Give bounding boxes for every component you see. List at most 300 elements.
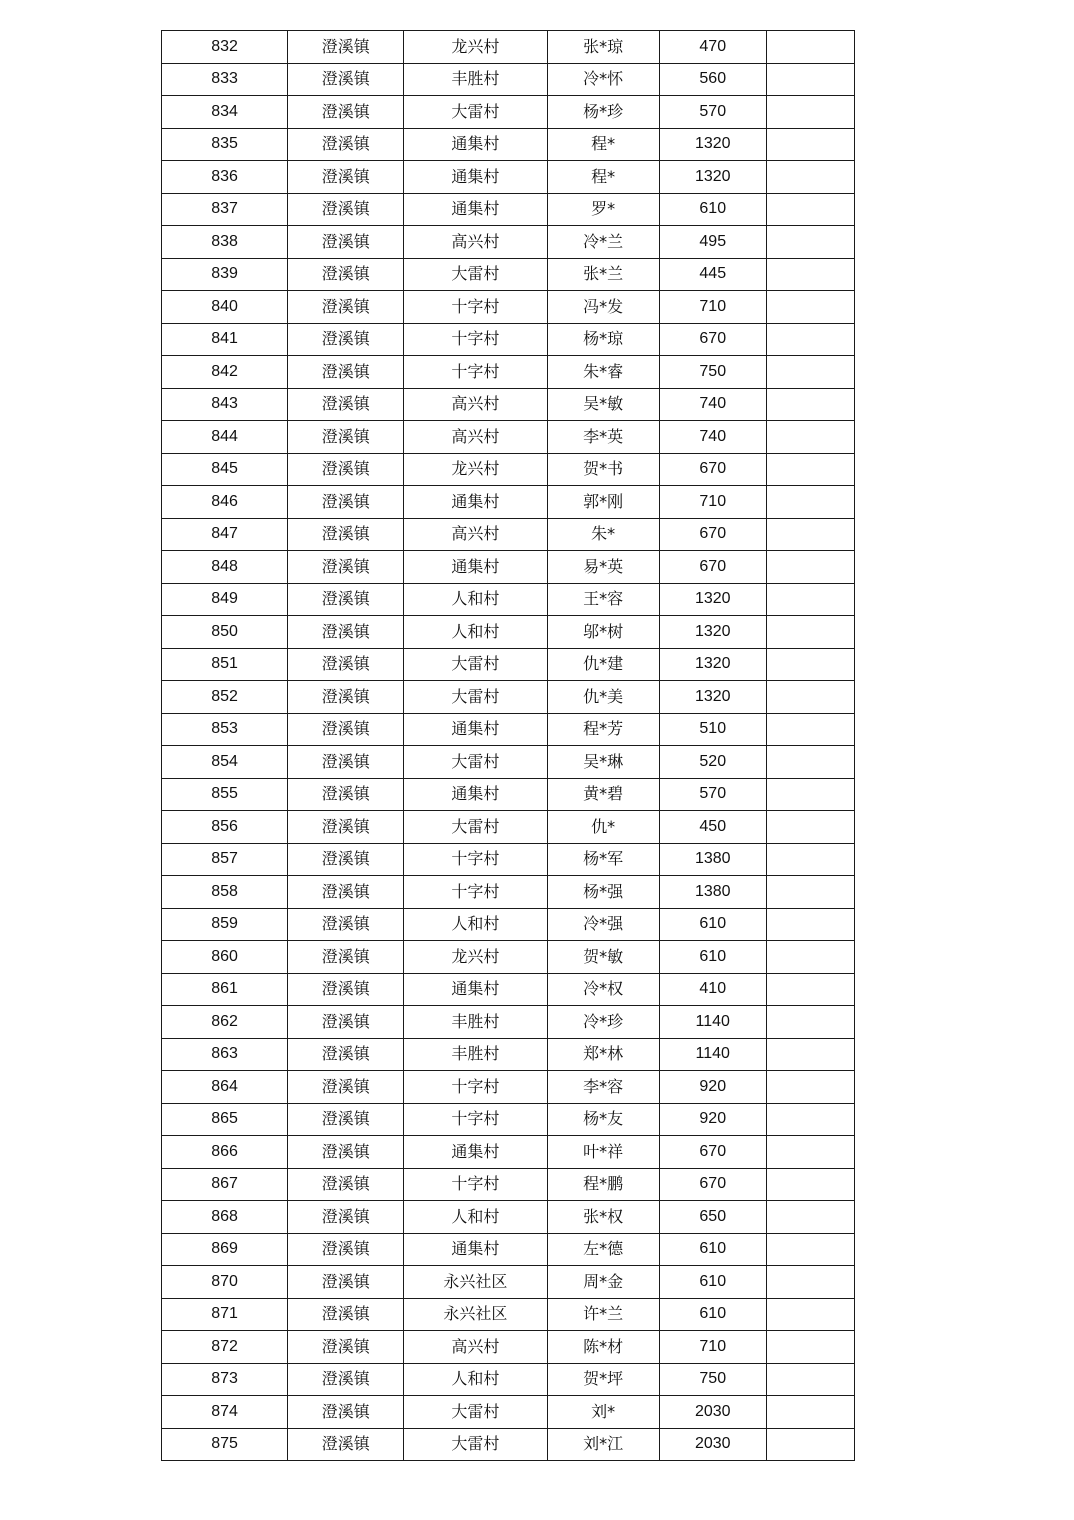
town-cell: 澄溪镇 xyxy=(288,1363,404,1396)
town-cell: 澄溪镇 xyxy=(288,31,404,64)
amount-cell: 1140 xyxy=(659,1006,766,1039)
note-cell xyxy=(766,648,854,681)
note-cell xyxy=(766,421,854,454)
table-row xyxy=(162,1363,855,1396)
note-cell xyxy=(766,96,854,129)
amount-cell: 1380 xyxy=(659,876,766,909)
table-row xyxy=(162,388,855,421)
row-number-cell: 839 xyxy=(162,258,288,291)
person-name-cell: 叶*祥 xyxy=(547,1136,659,1169)
amount-cell: 920 xyxy=(659,1103,766,1136)
person-name-cell: 杨*琼 xyxy=(547,323,659,356)
person-name-cell: 李*容 xyxy=(547,1071,659,1104)
person-name-cell: 仇* xyxy=(547,811,659,844)
village-cell: 龙兴村 xyxy=(404,453,547,486)
person-name-cell: 许*兰 xyxy=(547,1298,659,1331)
table-row xyxy=(162,616,855,649)
person-name-cell: 冷*兰 xyxy=(547,226,659,259)
row-number-cell: 842 xyxy=(162,356,288,389)
amount-cell: 1140 xyxy=(659,1038,766,1071)
table-row xyxy=(162,908,855,941)
table-row xyxy=(162,486,855,519)
person-name-cell: 罗* xyxy=(547,193,659,226)
amount-cell: 710 xyxy=(659,291,766,324)
amount-cell: 1320 xyxy=(659,616,766,649)
row-number-cell: 868 xyxy=(162,1201,288,1234)
amount-cell: 450 xyxy=(659,811,766,844)
town-cell: 澄溪镇 xyxy=(288,128,404,161)
town-cell: 澄溪镇 xyxy=(288,1331,404,1364)
town-cell: 澄溪镇 xyxy=(288,193,404,226)
amount-cell: 610 xyxy=(659,941,766,974)
person-name-cell: 刘* xyxy=(547,1396,659,1429)
amount-cell: 610 xyxy=(659,1233,766,1266)
table-row xyxy=(162,226,855,259)
row-number-cell: 849 xyxy=(162,583,288,616)
person-name-cell: 程* xyxy=(547,161,659,194)
person-name-cell: 周*金 xyxy=(547,1266,659,1299)
town-cell: 澄溪镇 xyxy=(288,1038,404,1071)
table-row xyxy=(162,681,855,714)
amount-cell: 570 xyxy=(659,96,766,129)
row-number-cell: 864 xyxy=(162,1071,288,1104)
village-cell: 人和村 xyxy=(404,583,547,616)
note-cell xyxy=(766,713,854,746)
person-name-cell: 李*英 xyxy=(547,421,659,454)
table-row xyxy=(162,96,855,129)
village-cell: 通集村 xyxy=(404,1136,547,1169)
note-cell xyxy=(766,1071,854,1104)
town-cell: 澄溪镇 xyxy=(288,161,404,194)
note-cell xyxy=(766,1103,854,1136)
town-cell: 澄溪镇 xyxy=(288,1233,404,1266)
table-row xyxy=(162,1006,855,1039)
amount-cell: 1320 xyxy=(659,648,766,681)
amount-cell: 670 xyxy=(659,1168,766,1201)
note-cell xyxy=(766,388,854,421)
person-name-cell: 左*德 xyxy=(547,1233,659,1266)
note-cell xyxy=(766,811,854,844)
town-cell: 澄溪镇 xyxy=(288,616,404,649)
note-cell xyxy=(766,973,854,1006)
village-cell: 通集村 xyxy=(404,193,547,226)
amount-cell: 670 xyxy=(659,453,766,486)
person-name-cell: 邬*树 xyxy=(547,616,659,649)
table-row xyxy=(162,648,855,681)
village-cell: 大雷村 xyxy=(404,681,547,714)
village-cell: 丰胜村 xyxy=(404,63,547,96)
amount-cell: 670 xyxy=(659,551,766,584)
amount-cell: 1320 xyxy=(659,681,766,714)
person-name-cell: 杨*友 xyxy=(547,1103,659,1136)
note-cell xyxy=(766,453,854,486)
note-cell xyxy=(766,1006,854,1039)
village-cell: 大雷村 xyxy=(404,1396,547,1429)
table-row xyxy=(162,193,855,226)
table-row xyxy=(162,973,855,1006)
table-row xyxy=(162,551,855,584)
person-name-cell: 仇*建 xyxy=(547,648,659,681)
note-cell xyxy=(766,1136,854,1169)
village-cell: 十字村 xyxy=(404,356,547,389)
person-name-cell: 吴*敏 xyxy=(547,388,659,421)
person-name-cell: 冷*怀 xyxy=(547,63,659,96)
person-name-cell: 朱*睿 xyxy=(547,356,659,389)
village-cell: 丰胜村 xyxy=(404,1006,547,1039)
village-cell: 大雷村 xyxy=(404,258,547,291)
row-number-cell: 851 xyxy=(162,648,288,681)
town-cell: 澄溪镇 xyxy=(288,908,404,941)
row-number-cell: 835 xyxy=(162,128,288,161)
note-cell xyxy=(766,941,854,974)
village-cell: 大雷村 xyxy=(404,96,547,129)
note-cell xyxy=(766,1363,854,1396)
person-name-cell: 贺*敏 xyxy=(547,941,659,974)
town-cell: 澄溪镇 xyxy=(288,291,404,324)
person-name-cell: 黄*碧 xyxy=(547,778,659,811)
row-number-cell: 856 xyxy=(162,811,288,844)
town-cell: 澄溪镇 xyxy=(288,1103,404,1136)
note-cell xyxy=(766,616,854,649)
town-cell: 澄溪镇 xyxy=(288,96,404,129)
subsidy-table xyxy=(161,30,855,1461)
table-row xyxy=(162,31,855,64)
note-cell xyxy=(766,551,854,584)
town-cell: 澄溪镇 xyxy=(288,388,404,421)
amount-cell: 410 xyxy=(659,973,766,1006)
town-cell: 澄溪镇 xyxy=(288,713,404,746)
village-cell: 十字村 xyxy=(404,876,547,909)
note-cell xyxy=(766,876,854,909)
person-name-cell: 郭*刚 xyxy=(547,486,659,519)
table-row xyxy=(162,323,855,356)
town-cell: 澄溪镇 xyxy=(288,1266,404,1299)
table-row xyxy=(162,1396,855,1429)
amount-cell: 710 xyxy=(659,486,766,519)
village-cell: 大雷村 xyxy=(404,811,547,844)
village-cell: 人和村 xyxy=(404,616,547,649)
amount-cell: 2030 xyxy=(659,1396,766,1429)
note-cell xyxy=(766,291,854,324)
town-cell: 澄溪镇 xyxy=(288,486,404,519)
row-number-cell: 865 xyxy=(162,1103,288,1136)
village-cell: 通集村 xyxy=(404,1233,547,1266)
row-number-cell: 861 xyxy=(162,973,288,1006)
table-row xyxy=(162,1428,855,1461)
row-number-cell: 848 xyxy=(162,551,288,584)
town-cell: 澄溪镇 xyxy=(288,778,404,811)
row-number-cell: 852 xyxy=(162,681,288,714)
row-number-cell: 863 xyxy=(162,1038,288,1071)
town-cell: 澄溪镇 xyxy=(288,1006,404,1039)
town-cell: 澄溪镇 xyxy=(288,583,404,616)
amount-cell: 750 xyxy=(659,356,766,389)
note-cell xyxy=(766,1168,854,1201)
town-cell: 澄溪镇 xyxy=(288,973,404,1006)
town-cell: 澄溪镇 xyxy=(288,518,404,551)
table-row xyxy=(162,1233,855,1266)
note-cell xyxy=(766,1428,854,1461)
person-name-cell: 刘*江 xyxy=(547,1428,659,1461)
row-number-cell: 872 xyxy=(162,1331,288,1364)
note-cell xyxy=(766,128,854,161)
row-number-cell: 855 xyxy=(162,778,288,811)
village-cell: 龙兴村 xyxy=(404,31,547,64)
amount-cell: 920 xyxy=(659,1071,766,1104)
table-row xyxy=(162,63,855,96)
note-cell xyxy=(766,681,854,714)
table-row xyxy=(162,356,855,389)
row-number-cell: 845 xyxy=(162,453,288,486)
note-cell xyxy=(766,1266,854,1299)
amount-cell: 750 xyxy=(659,1363,766,1396)
amount-cell: 560 xyxy=(659,63,766,96)
village-cell: 人和村 xyxy=(404,1201,547,1234)
table-row xyxy=(162,258,855,291)
row-number-cell: 847 xyxy=(162,518,288,551)
village-cell: 永兴社区 xyxy=(404,1266,547,1299)
person-name-cell: 冷*强 xyxy=(547,908,659,941)
village-cell: 通集村 xyxy=(404,551,547,584)
amount-cell: 610 xyxy=(659,1298,766,1331)
person-name-cell: 冷*珍 xyxy=(547,1006,659,1039)
person-name-cell: 程* xyxy=(547,128,659,161)
row-number-cell: 860 xyxy=(162,941,288,974)
town-cell: 澄溪镇 xyxy=(288,811,404,844)
note-cell xyxy=(766,161,854,194)
table-row xyxy=(162,1103,855,1136)
amount-cell: 710 xyxy=(659,1331,766,1364)
amount-cell: 650 xyxy=(659,1201,766,1234)
row-number-cell: 832 xyxy=(162,31,288,64)
village-cell: 丰胜村 xyxy=(404,1038,547,1071)
amount-cell: 1320 xyxy=(659,161,766,194)
village-cell: 十字村 xyxy=(404,1103,547,1136)
note-cell xyxy=(766,746,854,779)
row-number-cell: 836 xyxy=(162,161,288,194)
amount-cell: 2030 xyxy=(659,1428,766,1461)
table-row xyxy=(162,1168,855,1201)
village-cell: 通集村 xyxy=(404,128,547,161)
table-row xyxy=(162,291,855,324)
note-cell xyxy=(766,1038,854,1071)
town-cell: 澄溪镇 xyxy=(288,1071,404,1104)
person-name-cell: 程*鹏 xyxy=(547,1168,659,1201)
village-cell: 十字村 xyxy=(404,1168,547,1201)
person-name-cell: 杨*珍 xyxy=(547,96,659,129)
note-cell xyxy=(766,63,854,96)
row-number-cell: 859 xyxy=(162,908,288,941)
note-cell xyxy=(766,356,854,389)
village-cell: 通集村 xyxy=(404,161,547,194)
row-number-cell: 853 xyxy=(162,713,288,746)
row-number-cell: 854 xyxy=(162,746,288,779)
town-cell: 澄溪镇 xyxy=(288,876,404,909)
row-number-cell: 833 xyxy=(162,63,288,96)
table-row xyxy=(162,941,855,974)
person-name-cell: 张*琼 xyxy=(547,31,659,64)
person-name-cell: 吴*琳 xyxy=(547,746,659,779)
person-name-cell: 贺*书 xyxy=(547,453,659,486)
row-number-cell: 837 xyxy=(162,193,288,226)
row-number-cell: 857 xyxy=(162,843,288,876)
village-cell: 通集村 xyxy=(404,973,547,1006)
row-number-cell: 874 xyxy=(162,1396,288,1429)
row-number-cell: 858 xyxy=(162,876,288,909)
village-cell: 高兴村 xyxy=(404,421,547,454)
person-name-cell: 程*芳 xyxy=(547,713,659,746)
table-row xyxy=(162,128,855,161)
amount-cell: 610 xyxy=(659,1266,766,1299)
person-name-cell: 王*容 xyxy=(547,583,659,616)
table-body xyxy=(162,31,855,1461)
row-number-cell: 846 xyxy=(162,486,288,519)
village-cell: 人和村 xyxy=(404,908,547,941)
person-name-cell: 杨*军 xyxy=(547,843,659,876)
table-row xyxy=(162,1331,855,1364)
amount-cell: 495 xyxy=(659,226,766,259)
table-row xyxy=(162,746,855,779)
table-row xyxy=(162,876,855,909)
amount-cell: 510 xyxy=(659,713,766,746)
person-name-cell: 朱* xyxy=(547,518,659,551)
row-number-cell: 871 xyxy=(162,1298,288,1331)
town-cell: 澄溪镇 xyxy=(288,421,404,454)
amount-cell: 740 xyxy=(659,388,766,421)
amount-cell: 445 xyxy=(659,258,766,291)
note-cell xyxy=(766,518,854,551)
row-number-cell: 841 xyxy=(162,323,288,356)
person-name-cell: 冯*发 xyxy=(547,291,659,324)
person-name-cell: 杨*强 xyxy=(547,876,659,909)
person-name-cell: 陈*材 xyxy=(547,1331,659,1364)
town-cell: 澄溪镇 xyxy=(288,1201,404,1234)
village-cell: 十字村 xyxy=(404,291,547,324)
village-cell: 十字村 xyxy=(404,843,547,876)
table-row xyxy=(162,1071,855,1104)
village-cell: 通集村 xyxy=(404,486,547,519)
row-number-cell: 867 xyxy=(162,1168,288,1201)
note-cell xyxy=(766,583,854,616)
note-cell xyxy=(766,1331,854,1364)
person-name-cell: 易*英 xyxy=(547,551,659,584)
town-cell: 澄溪镇 xyxy=(288,356,404,389)
amount-cell: 470 xyxy=(659,31,766,64)
table-row xyxy=(162,161,855,194)
table-row xyxy=(162,1266,855,1299)
table-row xyxy=(162,1298,855,1331)
town-cell: 澄溪镇 xyxy=(288,258,404,291)
row-number-cell: 862 xyxy=(162,1006,288,1039)
table-row xyxy=(162,453,855,486)
row-number-cell: 870 xyxy=(162,1266,288,1299)
amount-cell: 1320 xyxy=(659,583,766,616)
amount-cell: 520 xyxy=(659,746,766,779)
note-cell xyxy=(766,1396,854,1429)
town-cell: 澄溪镇 xyxy=(288,1136,404,1169)
note-cell xyxy=(766,1233,854,1266)
note-cell xyxy=(766,323,854,356)
note-cell xyxy=(766,908,854,941)
note-cell xyxy=(766,193,854,226)
town-cell: 澄溪镇 xyxy=(288,1298,404,1331)
town-cell: 澄溪镇 xyxy=(288,63,404,96)
town-cell: 澄溪镇 xyxy=(288,551,404,584)
village-cell: 大雷村 xyxy=(404,1428,547,1461)
village-cell: 十字村 xyxy=(404,323,547,356)
table-row xyxy=(162,1201,855,1234)
village-cell: 永兴社区 xyxy=(404,1298,547,1331)
amount-cell: 1320 xyxy=(659,128,766,161)
person-name-cell: 郑*林 xyxy=(547,1038,659,1071)
town-cell: 澄溪镇 xyxy=(288,746,404,779)
row-number-cell: 844 xyxy=(162,421,288,454)
table-row xyxy=(162,518,855,551)
table-row xyxy=(162,1136,855,1169)
town-cell: 澄溪镇 xyxy=(288,323,404,356)
table-row xyxy=(162,583,855,616)
table-row xyxy=(162,713,855,746)
village-cell: 通集村 xyxy=(404,778,547,811)
note-cell xyxy=(766,843,854,876)
person-name-cell: 贺*坪 xyxy=(547,1363,659,1396)
row-number-cell: 838 xyxy=(162,226,288,259)
town-cell: 澄溪镇 xyxy=(288,1168,404,1201)
note-cell xyxy=(766,31,854,64)
town-cell: 澄溪镇 xyxy=(288,1396,404,1429)
amount-cell: 740 xyxy=(659,421,766,454)
amount-cell: 670 xyxy=(659,323,766,356)
note-cell xyxy=(766,1298,854,1331)
town-cell: 澄溪镇 xyxy=(288,1428,404,1461)
town-cell: 澄溪镇 xyxy=(288,648,404,681)
amount-cell: 570 xyxy=(659,778,766,811)
amount-cell: 610 xyxy=(659,193,766,226)
person-name-cell: 冷*权 xyxy=(547,973,659,1006)
village-cell: 通集村 xyxy=(404,713,547,746)
amount-cell: 1380 xyxy=(659,843,766,876)
note-cell xyxy=(766,486,854,519)
row-number-cell: 834 xyxy=(162,96,288,129)
village-cell: 高兴村 xyxy=(404,1331,547,1364)
person-name-cell: 张*兰 xyxy=(547,258,659,291)
village-cell: 大雷村 xyxy=(404,648,547,681)
row-number-cell: 875 xyxy=(162,1428,288,1461)
row-number-cell: 873 xyxy=(162,1363,288,1396)
amount-cell: 670 xyxy=(659,1136,766,1169)
person-name-cell: 张*权 xyxy=(547,1201,659,1234)
village-cell: 大雷村 xyxy=(404,746,547,779)
village-cell: 龙兴村 xyxy=(404,941,547,974)
table-row xyxy=(162,778,855,811)
village-cell: 高兴村 xyxy=(404,518,547,551)
village-cell: 十字村 xyxy=(404,1071,547,1104)
table-row xyxy=(162,421,855,454)
village-cell: 人和村 xyxy=(404,1363,547,1396)
note-cell xyxy=(766,258,854,291)
town-cell: 澄溪镇 xyxy=(288,941,404,974)
note-cell xyxy=(766,778,854,811)
town-cell: 澄溪镇 xyxy=(288,843,404,876)
note-cell xyxy=(766,1201,854,1234)
row-number-cell: 843 xyxy=(162,388,288,421)
town-cell: 澄溪镇 xyxy=(288,681,404,714)
row-number-cell: 840 xyxy=(162,291,288,324)
table-row xyxy=(162,811,855,844)
town-cell: 澄溪镇 xyxy=(288,226,404,259)
amount-cell: 610 xyxy=(659,908,766,941)
person-name-cell: 仇*美 xyxy=(547,681,659,714)
